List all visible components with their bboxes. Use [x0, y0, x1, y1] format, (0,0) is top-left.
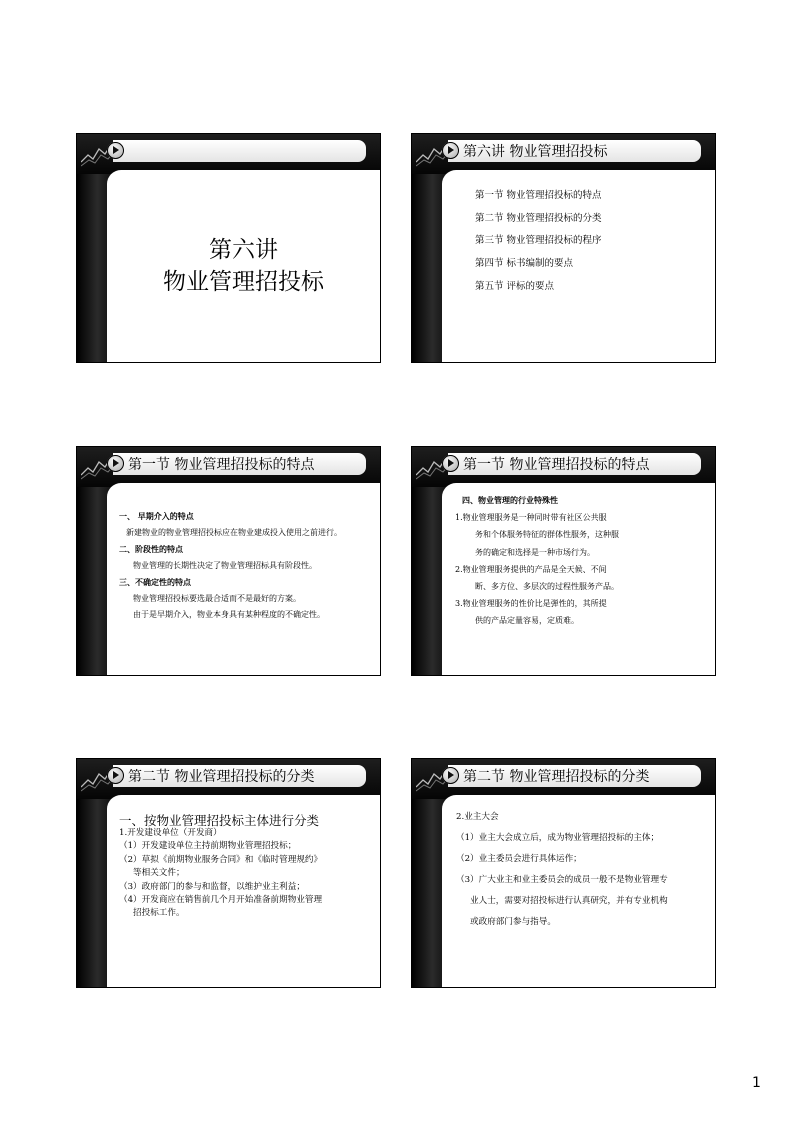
point-text: 新建物业的物业管理招投标应在物业建成投入使用之前进行。: [126, 527, 342, 537]
slide-title-bar: [448, 765, 701, 787]
slide-body: [456, 807, 668, 933]
page-number: 1: [752, 1075, 761, 1091]
slide-content: [442, 170, 715, 362]
point-text: 2.物业管理服务提供的产品是全天候、不间: [455, 564, 607, 574]
slide-title-bar: [113, 140, 366, 162]
lecture-title: 物业管理招投标: [163, 269, 324, 295]
section-item: 第一节 物业管理招投标的特点: [475, 190, 602, 201]
point-text: 物业管理招投标要选最合适而不是最好的方案。: [133, 593, 301, 603]
arrow-bullet-icon: [107, 142, 124, 159]
slide-heading: 一、按物业管理招投标主体进行分类: [119, 813, 320, 828]
point-text: 物业管理的长期性决定了物业管理招标具有阶段性。: [133, 560, 317, 570]
arrow-bullet-icon: [442, 142, 459, 159]
slide-title: 第一节 物业管理招投标的特点: [128, 457, 315, 473]
point-text: 供的产品定量容易，定质难。: [475, 616, 579, 626]
slide-title-bar: [448, 453, 701, 475]
lecture-number: 第六讲: [209, 237, 278, 263]
section-item: 第二节 物业管理招投标的分类: [475, 212, 602, 224]
point-heading: 二、阶段性的特点: [119, 544, 183, 554]
slide-6: [411, 758, 716, 988]
slide-5: [76, 758, 381, 988]
slide-4: [411, 446, 716, 676]
point-text: （1）开发建设单位主持前期物业管理招投标；: [119, 841, 297, 852]
slide-2: [411, 133, 716, 363]
point-text: 务和个体服务特征的群体性服务，这种服: [475, 530, 619, 540]
slide-title: 第二节 物业管理招投标的分类: [463, 769, 650, 785]
point-text: 由于是早期介入，物业本身具有某种程度的不确定性。: [133, 610, 325, 619]
point-heading: 2.业主大会: [456, 812, 499, 822]
point-text: 1.开发建设单位（开发商）: [119, 828, 222, 838]
point-text: 断、多方位、多层次的过程性服务产品。: [475, 582, 619, 592]
point-text: （3）政府部门的参与和监督，以维护业主利益；: [119, 881, 305, 892]
slide-body: [455, 492, 619, 630]
slide-content: [107, 170, 380, 362]
section-item: 第三节 物业管理招投标的程序: [475, 235, 602, 247]
section-list: [475, 185, 602, 299]
arrow-bullet-icon: [107, 767, 124, 784]
section-item: 第四节 标书编制的要点: [475, 258, 574, 270]
slide-content: [442, 795, 715, 987]
slide-3: [76, 446, 381, 676]
slide-title-bar: [448, 140, 701, 162]
slide-title: 第六讲 物业管理招投标: [463, 144, 608, 160]
slide-content: [107, 795, 380, 987]
point-text: 招投标工作。: [133, 908, 185, 919]
slide-title: 第二节 物业管理招投标的分类: [128, 769, 315, 785]
point-text: （4）开发商应在销售前几个月开始准备前期物业管理: [119, 895, 323, 906]
point-text: （3）广大业主和业主委员会的成员一般不是物业管理专: [456, 875, 668, 885]
point-text: 业人士，需要对招投标进行认真研究，并有专业机构: [470, 896, 668, 906]
slide-content: [107, 483, 380, 675]
slide-body: [119, 508, 342, 624]
slide-title: 第一节 物业管理招投标的特点: [463, 457, 650, 473]
slide-title-bar: [113, 453, 366, 475]
point-text: （2）业主委员会进行具体运作；: [456, 854, 582, 864]
slide-body: [119, 827, 322, 921]
slide-title-bar: [113, 765, 366, 787]
point-text: （1）业主大会成立后，成为物业管理招投标的主体；: [456, 833, 660, 843]
arrow-bullet-icon: [107, 455, 124, 472]
point-text: （2）草拟《前期物业服务合同》和《临时管理规约》: [119, 854, 323, 865]
slide-content: [442, 483, 715, 675]
arrow-bullet-icon: [442, 767, 459, 784]
section-item: 第五节 评标的要点: [475, 280, 555, 292]
point-text: 或政府部门参与指导。: [470, 917, 556, 927]
point-heading: 三、不确定性的特点: [119, 577, 191, 587]
point-heading: 四、物业管理的行业特殊性: [462, 495, 558, 505]
slide-1: [76, 133, 381, 363]
point-text: 3.物业管理服务的性价比是弹性的，其所提: [455, 599, 607, 609]
arrow-bullet-icon: [442, 455, 459, 472]
point-text: 1.物业管理服务是一种同时带有社区公共服: [455, 513, 607, 523]
point-heading: 一、 早期介入的特点: [119, 511, 194, 521]
point-text: 务的确定和选择是一种市场行为。: [475, 547, 595, 557]
point-text: 等相关文件；: [133, 868, 185, 879]
